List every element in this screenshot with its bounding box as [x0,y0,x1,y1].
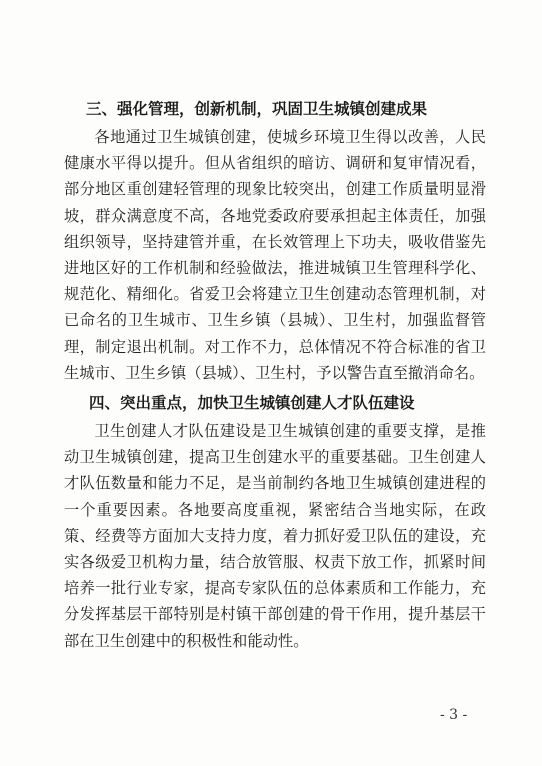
section-3-heading: 三、强化管理，创新机制，巩固卫生城镇创建成果 [86,100,428,118]
section-4-paragraph: 卫生创建人才队伍建设是卫生城镇创建的重要支撑，是推动卫生城镇创建，提高卫生创建水平的重要基础。卫生创建人才队伍数量和能力不足，是当前制约各地卫生城镇创建进程的一个重要因素。各地要高度重视，紧密结合当地实际，在政策、经费等方面加大支持力度，着力抓好爱卫队伍的建设，充实各级爱卫机构力量，结合放管服、权责下放工作，抓紧时间培养一批行业专家，提高专家队伍的总体素质和工作能力，充分发挥基层干部特别是村镇干部创建的骨干作用，提升基层干部在卫生创建中的积极性和能动性。 [64,422,486,650]
document-body [64,96,486,654]
section-3-paragraph: 各地通过卫生城镇创建，使城乡环境卫生得以改善，人民健康水平得以提升。但从省组织的暗访、调研和复审情况看，部分地区重创建轻管理的现象比较突出，创建工作质量明显滑坡，群众满意度不高，各地党委政府要承担起主体责任，加强组织领导，坚持建管并重，在长效管理上下功夫，吸收借鉴先进地区好的工作机制和经验做法，推进城镇卫生管理科学化、规范化、精细化。省爱卫会将建立卫生创建动态管理机制，对已命名的卫生城市、卫生乡镇（县城）、卫生村，加强监督管理，制定退出机制。对工作不力，总体情况不符合标准的省卫生城市、卫生乡镇（县城）、卫生村，予以警告直至撤消命名。 [64,128,486,382]
page-number: - 3 - [440,707,468,723]
section-4-heading: 四、突出重点，加快卫生城镇创建人才队伍建设 [89,394,415,413]
